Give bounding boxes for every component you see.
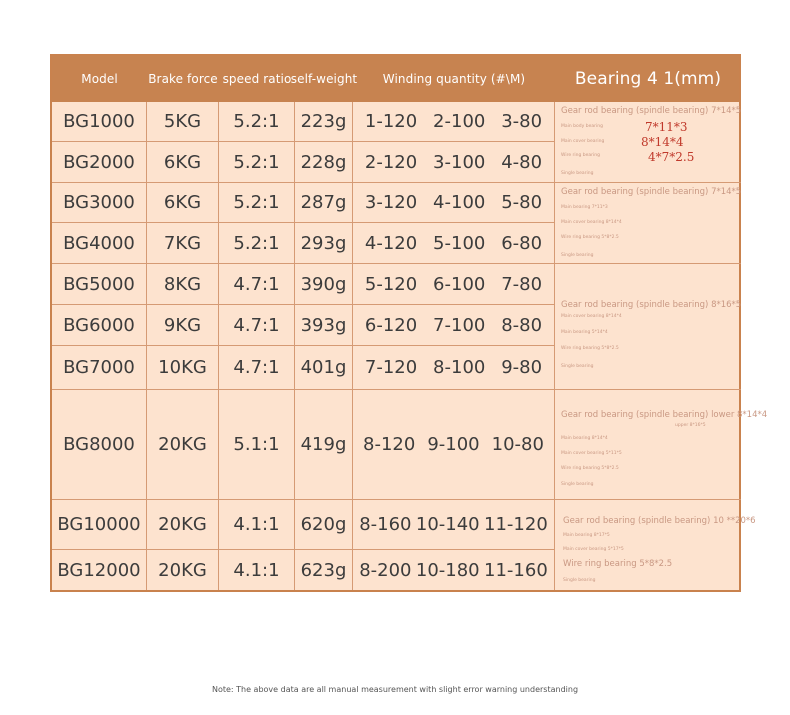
bearing-wire-ring: Wire ring bearing 5*8*2.5	[561, 346, 619, 351]
bearing-wire-ring: Wire ring bearing	[561, 153, 600, 158]
brake-force-cell: 8KG	[147, 264, 219, 305]
handwritten-size-2: 8*14*4	[641, 135, 684, 149]
bearing-single: Single bearing	[561, 253, 594, 258]
header-winding-quantity: Winding quantity (#\M)	[382, 72, 526, 86]
winding-value: 9-100	[427, 434, 480, 455]
model-cell: BG7000	[52, 346, 147, 390]
winding-cell	[353, 390, 555, 500]
bearing-group-3	[555, 264, 741, 390]
winding-value: 5-100	[433, 232, 486, 254]
winding-cell	[353, 550, 555, 590]
winding-cell	[353, 305, 555, 346]
winding-value: 7-100	[433, 314, 486, 336]
bearing-main-body: Main body bearing	[561, 124, 603, 129]
winding-value: 10-180	[415, 559, 480, 581]
winding-value: 4-100	[433, 192, 486, 213]
brake-force-cell: 20KG	[147, 390, 219, 500]
winding-value: 4-80	[501, 151, 543, 173]
bearing-main: Main bearing 5*14*4	[561, 330, 608, 335]
self-weight-cell: 623g	[295, 550, 353, 590]
winding-value: 3-120	[364, 192, 418, 213]
bearing-wire-ring: Wire ring bearing 5*8*2.5	[561, 235, 619, 240]
bearing-gear-rod: Gear rod bearing (spindle bearing) lower 8*14*4	[561, 410, 768, 420]
winding-cell	[353, 183, 555, 223]
bearing-group-4	[555, 390, 768, 500]
header-speed-ratio: speed ratio	[222, 72, 292, 86]
bearing-main-cover: Main cover bearing	[561, 139, 605, 144]
brake-force-cell: 5KG	[147, 102, 219, 142]
bearing-gear-rod: Gear rod bearing (spindle bearing) 10 **20*6	[563, 516, 756, 526]
winding-cell	[353, 264, 555, 305]
speed-ratio-cell: 4.7:1	[219, 264, 295, 305]
bearing-main: Main bearing 7*11*3	[561, 205, 608, 210]
brake-force-cell: 20KG	[147, 500, 219, 550]
brake-force-cell: 10KG	[147, 346, 219, 390]
winding-cell	[353, 346, 555, 390]
bearing-main: Main bearing 8*14*4	[561, 436, 608, 441]
model-cell: BG3000	[52, 183, 147, 223]
self-weight-cell: 419g	[295, 390, 353, 500]
winding-value: 8-100	[433, 357, 486, 378]
winding-value: 8-80	[501, 314, 543, 336]
model-cell: BG4000	[52, 223, 147, 264]
bearing-main-cover: Main cover bearing 5*17*5	[563, 547, 624, 552]
bearing-main: Main bearing 8*17*5	[563, 533, 610, 538]
bearing-upper: upper 8*16*5	[675, 423, 706, 428]
winding-value: 11-120	[484, 514, 548, 535]
model-cell: BG2000	[52, 142, 147, 183]
bearing-wire-ring: Wire ring bearing 5*8*2.5	[563, 559, 673, 569]
winding-value: 7-120	[364, 357, 418, 378]
self-weight-cell: 390g	[295, 264, 353, 305]
self-weight-cell: 223g	[295, 102, 353, 142]
brake-force-cell: 7KG	[147, 223, 219, 264]
winding-value: 2-100	[433, 111, 486, 132]
speed-ratio-cell: 4.7:1	[219, 305, 295, 346]
table-header	[52, 56, 739, 102]
winding-value: 2-120	[364, 151, 418, 173]
header-brake-force: Brake force	[148, 72, 218, 86]
speed-ratio-cell: 4.7:1	[219, 346, 295, 390]
winding-value: 3-80	[501, 111, 543, 132]
winding-value: 9-80	[501, 357, 543, 378]
speed-ratio-cell: 4.1:1	[219, 500, 295, 550]
model-cell: BG5000	[52, 264, 147, 305]
footnote: Note: The above data are all manual measurement with slight error warning understanding	[211, 685, 579, 694]
self-weight-cell: 620g	[295, 500, 353, 550]
winding-value: 10-140	[415, 514, 480, 535]
bearing-group-2	[555, 183, 741, 264]
header-model: Model	[81, 72, 118, 86]
winding-value: 3-100	[433, 151, 486, 173]
winding-value: 6-80	[501, 232, 543, 254]
winding-value: 11-160	[484, 559, 548, 581]
winding-value: 1-120	[364, 111, 418, 132]
self-weight-cell: 293g	[295, 223, 353, 264]
bearing-gear-rod: Gear rod bearing (spindle bearing) 8*16*5	[561, 300, 742, 310]
brake-force-cell: 6KG	[147, 142, 219, 183]
speed-ratio-cell: 5.2:1	[219, 183, 295, 223]
winding-value: 6-100	[433, 273, 486, 295]
brake-force-cell: 20KG	[147, 550, 219, 590]
header-bearing: Bearing 4 1(mm)	[574, 69, 722, 89]
bearing-main-cover: Main cover bearing 8*14*4	[561, 314, 622, 319]
bearing-group-5	[555, 500, 756, 590]
self-weight-cell: 393g	[295, 305, 353, 346]
bearing-group-1	[555, 102, 741, 183]
winding-value: 8-160	[359, 514, 412, 535]
model-cell: BG12000	[52, 550, 147, 590]
bearing-main-cover: Main cover bearing 8*14*4	[561, 220, 622, 225]
winding-value: 4-120	[364, 232, 418, 254]
self-weight-cell: 228g	[295, 142, 353, 183]
winding-cell	[353, 142, 555, 183]
header-self-weight: self-weight	[290, 72, 358, 86]
model-cell: BG1000	[52, 102, 147, 142]
winding-cell	[353, 102, 555, 142]
bearing-single: Single bearing	[563, 578, 596, 583]
handwritten-size-3: 4*7*2.5	[648, 150, 695, 164]
brake-force-cell: 9KG	[147, 305, 219, 346]
self-weight-cell: 401g	[295, 346, 353, 390]
spec-table	[50, 54, 768, 592]
winding-value: 7-80	[501, 273, 543, 295]
speed-ratio-cell: 5.2:1	[219, 102, 295, 142]
bearing-gear-rod: Gear rod bearing (spindle bearing) 7*14*5	[561, 106, 742, 116]
winding-value: 5-120	[364, 273, 418, 295]
speed-ratio-cell: 4.1:1	[219, 550, 295, 590]
winding-value: 8-120	[363, 434, 416, 455]
brake-force-cell: 6KG	[147, 183, 219, 223]
model-cell: BG8000	[52, 390, 147, 500]
winding-value: 10-80	[491, 434, 544, 455]
speed-ratio-cell: 5.2:1	[219, 223, 295, 264]
speed-ratio-cell: 5.2:1	[219, 142, 295, 183]
bearing-main-cover: Main cover bearing 5*11*5	[561, 451, 622, 456]
bearing-wire-ring: Wire ring bearing 5*8*2.5	[561, 466, 619, 471]
bearing-single: Single bearing	[561, 482, 594, 487]
winding-cell	[353, 223, 555, 264]
self-weight-cell: 287g	[295, 183, 353, 223]
model-cell: BG6000	[52, 305, 147, 346]
bearing-single: Single bearing	[561, 364, 594, 369]
winding-cell	[353, 500, 555, 550]
handwritten-size-1: 7*11*3	[645, 120, 688, 134]
bearing-gear-rod: Gear rod bearing (spindle bearing) 7*14*5	[561, 187, 742, 197]
winding-value: 8-200	[359, 559, 412, 581]
winding-value: 6-120	[364, 314, 418, 336]
speed-ratio-cell: 5.1:1	[219, 390, 295, 500]
bearing-single: Single bearing	[561, 171, 594, 176]
winding-value: 5-80	[501, 192, 543, 213]
model-cell: BG10000	[52, 500, 147, 550]
